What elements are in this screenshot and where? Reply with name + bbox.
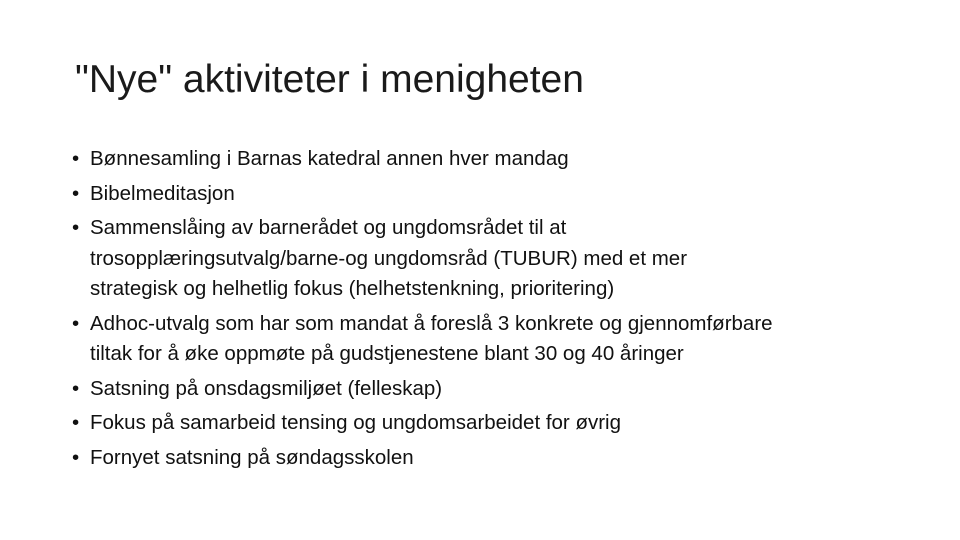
bullet-item xyxy=(72,443,912,474)
bullet-dot: • xyxy=(72,445,80,469)
bullet-dot: • xyxy=(72,376,80,400)
bullet-text: Fokus på samarbeid tensing og ungdomsarbeidet for øvrig xyxy=(90,411,622,434)
bullet-text: Bibelmeditasjon xyxy=(90,181,235,205)
bullet-item xyxy=(72,179,912,210)
bullet-text: strategisk og helhetlig fokus (helhetstenkning, prioritering) xyxy=(90,277,615,300)
bullet-text: Bønnesamling i Barnas katedral annen hver mandag xyxy=(90,147,569,170)
bullet-text: Fornyet satsning på søndagsskolen xyxy=(90,445,414,469)
bullet-item xyxy=(72,144,912,175)
bullet-item xyxy=(72,213,912,305)
bullet-dot: • xyxy=(72,181,80,205)
bullet-dot: • xyxy=(72,216,80,239)
bullet-dot: • xyxy=(72,147,80,170)
bullet-text: Sammenslåing av barnerådet og ungdomsrådet til at xyxy=(90,216,567,239)
slide-title: "Nye" aktiviteter i menigheten xyxy=(75,58,584,101)
bullet-text: Satsning på onsdagsmiljøet (felleskap) xyxy=(90,376,443,400)
bullet-text: trosopplæringsutvalg/barne-og ungdomsråd (TUBUR) med et mer xyxy=(90,246,688,270)
bullet-item xyxy=(72,309,912,370)
bullet-text: tiltak for å øke oppmøte på gudstjenestene blant 30 og 40 åringer xyxy=(90,342,684,365)
bullet-list xyxy=(72,144,912,477)
bullet-dot: • xyxy=(72,411,80,434)
bullet-dot: • xyxy=(72,311,80,335)
bullet-item xyxy=(72,374,912,405)
bullet-item xyxy=(72,408,912,439)
bullet-text: Adhoc-utvalg som har som mandat å foreslå 3 konkrete og gjennomførbare xyxy=(90,311,773,335)
